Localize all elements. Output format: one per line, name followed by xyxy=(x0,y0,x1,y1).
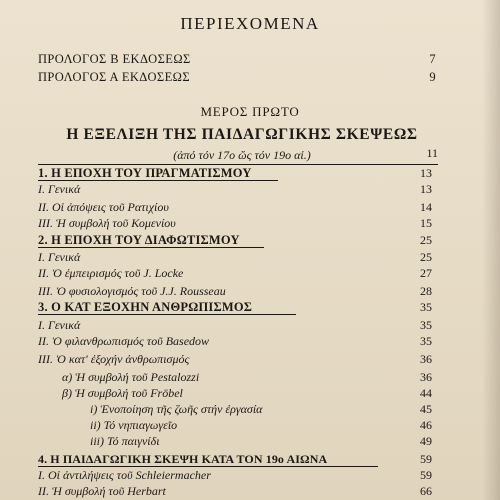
toc-page: 25 xyxy=(420,233,432,247)
chapter-rule xyxy=(38,247,264,248)
toc-page: 44 xyxy=(420,386,432,400)
preface-label: ΠΡΟΛΟΓΟΣ Β ΕΚΔΟΣΕΩΣ xyxy=(38,52,191,66)
toc-page: 25 xyxy=(420,250,432,264)
toc-page: 46 xyxy=(420,418,432,432)
part-title: Η ΕΞΕΛΙΞΗ ΤΗΣ ΠΑΙΔΑΓΩΓΙΚΗΣ ΣΚΕΨΕΩΣ xyxy=(66,126,418,143)
preface-second-edition xyxy=(38,52,436,67)
page-edge-shadow xyxy=(482,0,500,500)
toc-page: 66 xyxy=(420,484,432,498)
chapter-rule xyxy=(38,180,278,181)
toc-page: 27 xyxy=(420,266,432,280)
part-label: ΜΕΡΟΣ ΠΡΩΤΟ xyxy=(200,104,300,119)
title-rule xyxy=(38,164,438,165)
toc-page: 35 xyxy=(420,318,432,332)
toc-page: 35 xyxy=(420,300,432,314)
part-subtitle: (ἀπό τόν 17ο ὥς τόν 19ο αἰ.) xyxy=(173,148,311,162)
toc-page: 36 xyxy=(420,352,432,366)
toc-page: 45 xyxy=(420,402,432,416)
toc-page: 49 xyxy=(420,434,432,448)
toc-page: 13 xyxy=(420,182,432,196)
preface-label: ΠΡΟΛΟΓΟΣ Α ΕΚΔΟΣΕΩΣ xyxy=(38,70,190,84)
toc-page: 36 xyxy=(420,370,432,384)
chapter-rule xyxy=(38,314,296,315)
preface-first-edition xyxy=(38,70,436,85)
preface-page: 9 xyxy=(429,70,436,84)
toc-page: 15 xyxy=(420,216,432,230)
toc-page: 28 xyxy=(420,284,432,298)
part-page: 11 xyxy=(426,146,438,160)
page-title: ΠΕΡΙΕΧΟΜΕΝΑ xyxy=(180,14,320,33)
document-page: ΠΕΡΙΕΧΟΜΕΝΑ ΠΡΟΛΟΓΟΣ Β ΕΚΔΟΣΕΩΣ 7 ΠΡΟΛΟΓΟΣ Α ΕΚΔΟΣΕΩΣ 9 ΜΕΡΟΣ ΠΡΩΤΟ Η ΕΞΕΛΙΞΗ ΤΗΣ ΠΑΙΔΑΓΩΓΙΚΗΣ ΣΚΕΨΕΩΣ (ἀπό τόν 17ο ὥς τόν 19ο αἰ.) 11 1. Η ΕΠΟΧΗ ΤΟΥ ΠΡΑΓΜΑΤΙΣΜΟΥ 13 Ι. Γενικά 13 ΙΙ. Οἱ ἀπόψεις τοῦ Ρατιχίου 14 ΙΙΙ. Ἡ συμβολή τοῦ Κομενίου 15 2. Η ΕΠΟΧΗ ΤΟΥ ΔΙΑΦΩΤΙΣΜΟΥ 25 Ι. Γενικά 25 ΙΙ. Ὁ ἐμπειρισμός τοῦ J. Locke 27 ΙΙΙ. Ὁ φυσιολογισμός τοῦ J.J. Rousseau 28 3. Ο ΚΑΤ ΕΞΟΧΗΝ ΑΝΘΡΩΠΙΣΜΟΣ 35 Ι. Γενικά 35 ΙΙ. Ὁ φιλανθρωπισμός τοῦ Basedow 35 ΙΙΙ. Ὁ κατ' ἐξοχήν ἀνθρωπισμός 36 α) Ἡ συμβολή τοῦ Pestalozzi 36 β) Ἡ συμβολή τοῦ Fröbel 44 i) Ἑνοποίηση τῆς ζωῆς στήν ἐργασία 45 ii) Τό νηπιαγωγεῖο 46 iii) Τό παιγνίδι 49 4. Η ΠΑΙΔΑΓΩΓΙΚΗ ΣΚΕΨΗ ΚΑΤΑ ΤΟΝ 19ο ΑΙΩΝΑ 59 Ι. Οἱ ἀντιλήψεις τοῦ Schleiermacher 59 ΙΙ. Ἡ συμβολή τοῦ Herbart 66 xyxy=(0,0,500,500)
toc-page: 59 xyxy=(420,468,432,482)
chapter-rule xyxy=(38,466,378,467)
toc-page: 14 xyxy=(420,200,432,214)
toc-page: 35 xyxy=(420,334,432,348)
toc-page: 13 xyxy=(420,166,432,180)
toc-page: 59 xyxy=(420,452,432,466)
preface-page: 7 xyxy=(429,52,436,66)
